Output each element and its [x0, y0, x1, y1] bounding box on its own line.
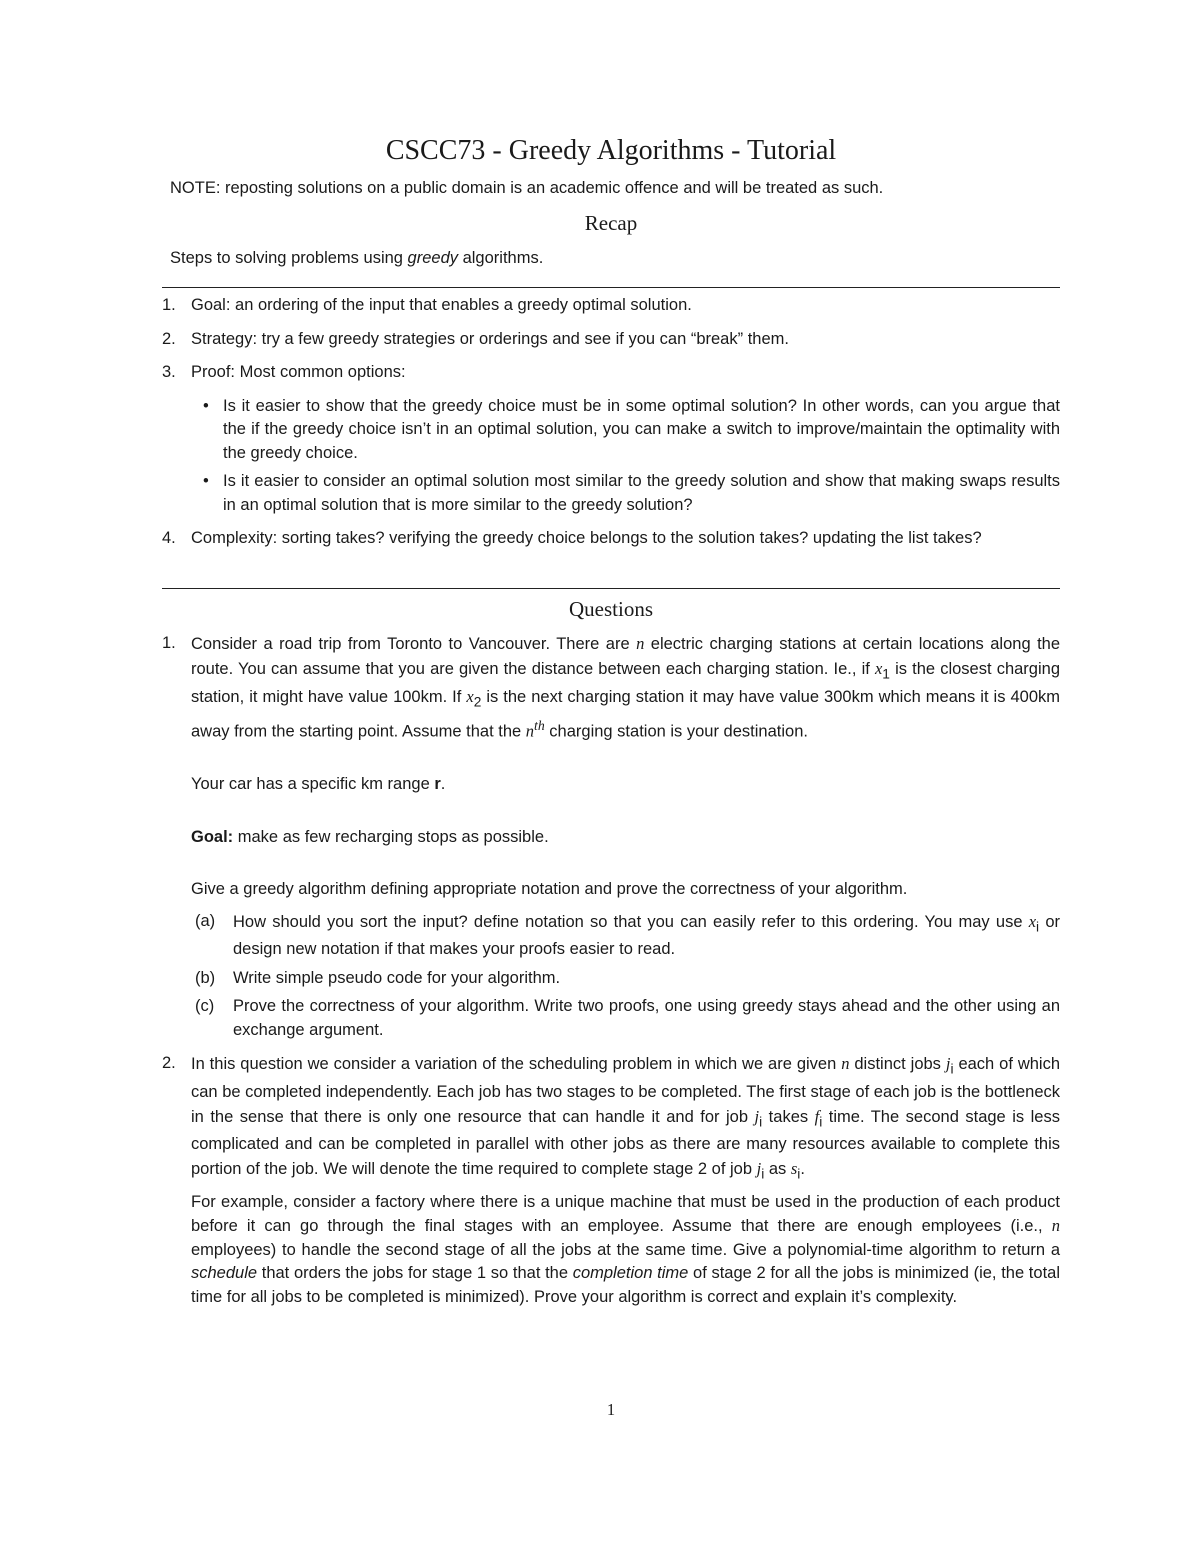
recap-step: 3. Proof: Most common options: • Is it easier to show that the greedy choice must be in some optimal solution? In other words, can you argue that the if the greedy choice isn’t in an optimal solution, you can make a switch to improve/maintain the optimality with the greedy choice. • Is it easier to consider an optimal solution most similar to the greedy solution and show that making swaps results in an optimal solution that is more similar to the greedy solution? [162, 361, 1060, 517]
questions-list [162, 632, 1060, 1309]
recap-intro: Steps to solving problems using greedy algorithms. [170, 249, 544, 267]
question-1-goal: Goal: make as few recharging stops as possible. [191, 827, 549, 846]
academic-note: NOTE: reposting solutions on a public domain is an academic offence and will be treated as such. [170, 179, 884, 197]
question-1-body: Consider a road trip from Toronto to Vancouver. There are n electric charging stations at certain locations along the route. You can assume that you are given the distance between each charging station. Ie., if $x_1$ is the closest charging station, it might have value 100km. If $x_2$ is the next charging station it may have value 300km which means it is 400km away from the starting point. Assume that the $n^{th}$ charging station is your destination. [191, 634, 1061, 741]
question-1-part-a: (a) How should you sort the input? define notation so that you can easily refer to this ordering. You may use $x_i$ or design new notation if that makes your proofs easier to read. [195, 911, 1060, 959]
recap-step: 4. Complexity: sorting takes? verifying the greedy choice belongs to the solution takes? updating the list takes? [162, 529, 982, 547]
recap-top-rule [162, 287, 1060, 288]
question-1-part-b: (b) Write simple pseudo code for your algorithm. [195, 968, 561, 987]
question-1-part-c: (c) Prove the correctness of your algorithm. Write two proofs, one using greedy stays ahead and the other using an exchange argument. [195, 997, 1060, 1039]
question-2-body: In this question we consider a variation of the scheduling problem in which we are given n distinct jobs $j_i$ each of which can be completed independently. Each job has two stages to be completed. The first stage of each job is the bottleneck in the sense that there is only one resource that can handle it and for job $j_i$ takes $f_i$ time. The second stage is less complicated and can be completed in parallel with other jobs as there are many resources available to complete this portion of the job. We will denote the time required to complete stage 2 of job $j_i$ as $s_i$. [191, 1054, 1061, 1182]
question-1-parts [191, 910, 1060, 1043]
questions-heading: Questions [569, 597, 653, 621]
question-2-example: For example, consider a factory where there is a unique machine that must be used in the production of each product before it can go through the final stages with an employee. Assume that there are enough employees (i.e., n employees) to handle the second stage of all the jobs at the same time. Give a polynomial-time algorithm to return a schedule that orders the jobs for stage 1 so that the completion time of stage 2 for all the jobs is minimized (ie, the total time for all jobs to be completed is minimized). Prove your algorithm is correct and explain it’s complexity. [191, 1192, 1060, 1306]
recap-step: 2. Strategy: try a few greedy strategies or orderings and see if you can “break” them. [162, 329, 789, 348]
bullet-icon: • [203, 472, 209, 490]
recap-step: 1. Goal: an ordering of the input that enables a greedy optimal solution. [162, 296, 692, 314]
recap-bottom-rule [162, 588, 1060, 589]
proof-option: • Is it easier to show that the greedy choice must be in some optimal solution? In other words, can you argue that the if the greedy choice isn’t in an optimal solution, you can make a switch to improve/maintain the optimality with the greedy choice. [203, 396, 1060, 462]
question-1-range: Your car has a specific km range r. [191, 775, 446, 794]
question-1-instructions: Give a greedy algorithm defining appropriate notation and prove the correctness of your algorithm. [191, 880, 908, 899]
proof-options-list [191, 395, 1060, 518]
recap-heading: Recap [584, 211, 638, 235]
question-2: 2. In this question we consider a variation of the scheduling problem in which we are given n distinct jobs $j_i$ each of which can be completed independently. Each job has two stages to be completed. The first stage of each job is the bottleneck in the sense that there is only one resource that can handle it and for job $j_i$ takes $f_i$ time. The second stage is less complicated and can be completed in parallel with other jobs as there are many resources available to complete this portion of the job. We will denote the time required to complete stage 2 of job $j_i$ as $s_i$. For example, consider a factory where there is a unique machine that must be used in the production of each product before it can go through the final stages with an employee. Assume that there are enough employees (i.e., n employees) to handle the second stage of all the jobs at the same time. Give a polynomial-time algorithm to return a schedule that orders the jobs for stage 1 so that the completion time of stage 2 for all the jobs is minimized (ie, the total time for all jobs to be completed is minimized). Prove your algorithm is correct and explain it’s complexity. [162, 1052, 1060, 1309]
question-1: 1. Consider a road trip from Toronto to Vancouver. There are n electric charging stations at certain locations along the route. You can assume that you are given the distance between each charging station. Ie., if $x_1$ is the closest charging station, it might have value 100km. If $x_2$ is the next charging station it may have value 300km which means it is 400km away from the starting point. Assume that the $n^{th}$ charging station is your destination. Your car has a specific km range r. Goal: make as few recharging stops as possible. Give a greedy algorithm defining appropriate notation and prove the correctness of your algorithm. (a) How should you sort the input? define notation so that you can easily refer to this ordering. You may use $x_i$ or design new notation if that makes your proofs easier to read. (b) Write simple pseudo code for your algorithm. (c) Prove the correctness of your algorithm. Write two proofs, one using greedy stays ahead and the other using an exchange argument. [162, 632, 1060, 1042]
recap-steps-list [162, 294, 1060, 561]
page-number: 1 [606, 1400, 616, 1419]
bullet-icon: • [203, 396, 209, 415]
proof-option: • Is it easier to consider an optimal solution most similar to the greedy solution and show that making swaps results in an optimal solution that is more similar to the greedy solution? [203, 472, 1060, 514]
page-title: CSCC73 - Greedy Algorithms - Tutorial [385, 135, 837, 166]
